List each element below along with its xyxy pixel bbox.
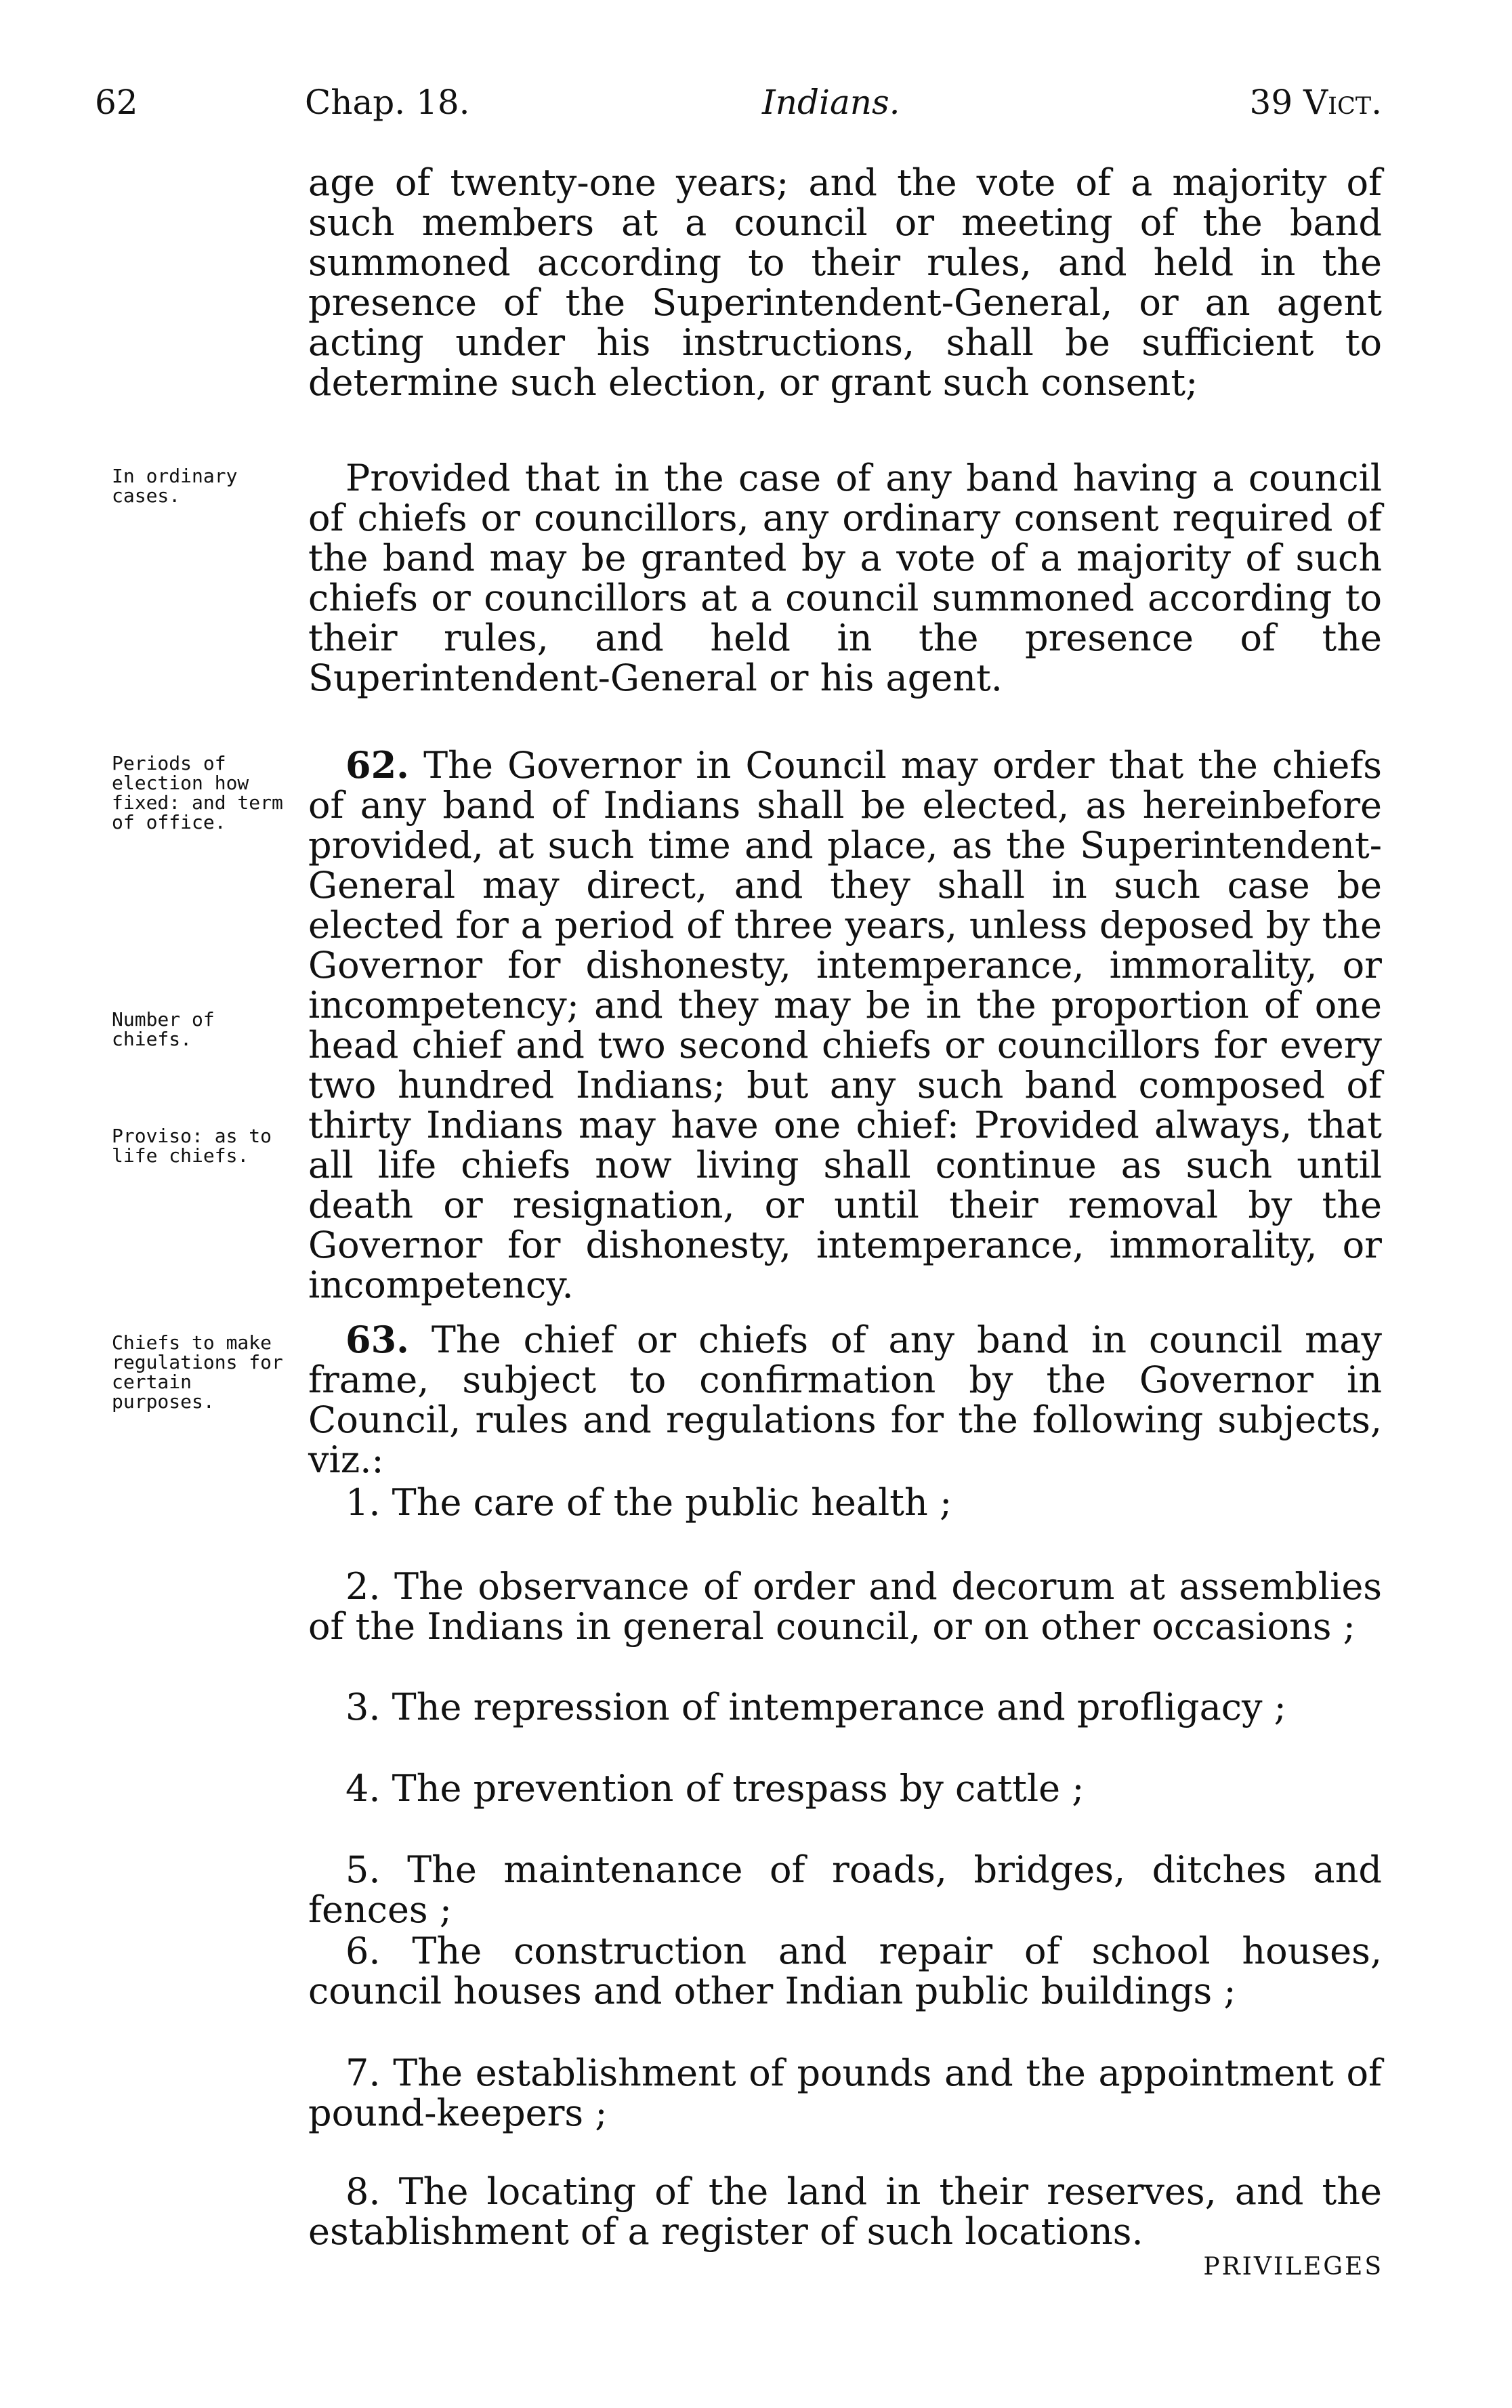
list-item: 2. The observance of order and decorum at assemblies of the Indians in general council, or on other occasions ; bbox=[308, 1565, 1382, 1648]
list-item: 7. The establishment of pounds and the appointment of pound-keepers ; bbox=[308, 2052, 1382, 2134]
section-62-text: The Governor in Council may order that the chiefs of any band of Indians shall be elected, as hereinbefore provided, at such time and place, as the Superintendent-General may direct, and they shall in such case be elected for a period of three years, unless deposed by the Governor for dishonesty, intemperance, immorality, or incompetency; and they may be in the proportion of one head chief and two second chiefs or councillors for every two hundred Indians; but any such band composed of thirty Indians may have one chief: Provided always, that all life chiefs now living shall continue as such until death or resignation, or until their removal by the Governor for dishonesty, intemperance, immorality, or incompetency. bbox=[308, 744, 1382, 1306]
section-63-text: The chief or chiefs of any band in council may frame, subject to confirmation by the Governor in Council, rules and regulations for the following subjects, viz.: bbox=[308, 1319, 1382, 1481]
section-63-paragraph bbox=[308, 1320, 1382, 1480]
margin-note-chiefs-regulations: Chiefs to make regulations for certain purposes. bbox=[112, 1331, 283, 1413]
margin-note-proviso-life-chiefs: Proviso: as to life chiefs. bbox=[112, 1125, 272, 1167]
proviso-paragraph: Provided that in the case of any band having a council of chiefs or councillors, any ordinary consent required of the band may be granted by a vote of a majority of such chiefs or councillors at a council summoned according to their rules, and held in the presence of the Superintendent-General or his agent. bbox=[308, 457, 1382, 699]
list-item: 4. The prevention of trespass by cattle ; bbox=[345, 1767, 1085, 1810]
margin-note-number-of-chiefs: Number of chiefs. bbox=[112, 1008, 215, 1050]
intro-paragraph: age of twenty-one years; and the vote of a majority of such members at a council or meeting of the band summoned according to their rules, and held in the presence of the Superintendent-General, or an agent acting under his instructions, shall be sufficient to determine such election, or grant such consent; bbox=[308, 161, 1382, 404]
chapter-label: Chap. 18. bbox=[305, 83, 470, 122]
regnal-year: 39 Vict. bbox=[1249, 83, 1382, 122]
section-63-number: 63. bbox=[345, 1318, 409, 1361]
margin-note-periods-of-election: Periods of election how fixed: and term of office. bbox=[112, 752, 283, 833]
margin-note-ordinary-cases: In ordinary cases. bbox=[112, 465, 238, 507]
list-item: 1. The care of the public health ; bbox=[345, 1481, 952, 1524]
running-title: Indians. bbox=[762, 83, 900, 122]
list-item: 6. The construction and repair of school houses, council houses and other Indian public buildings ; bbox=[308, 1930, 1382, 2012]
section-62-paragraph bbox=[308, 745, 1382, 1305]
list-item: 3. The repression of intemperance and profligacy ; bbox=[345, 1686, 1286, 1728]
list-item: 8. The locating of the land in their reserves, and the establishment of a register of such locations. bbox=[308, 2170, 1382, 2253]
running-header bbox=[95, 83, 1382, 130]
list-item: 5. The maintenance of roads, bridges, ditches and fences ; bbox=[308, 1848, 1382, 1931]
section-62-number: 62. bbox=[345, 743, 409, 787]
page-number: 62 bbox=[95, 83, 138, 122]
catchword: PRIVILEGES bbox=[1203, 2253, 1383, 2281]
